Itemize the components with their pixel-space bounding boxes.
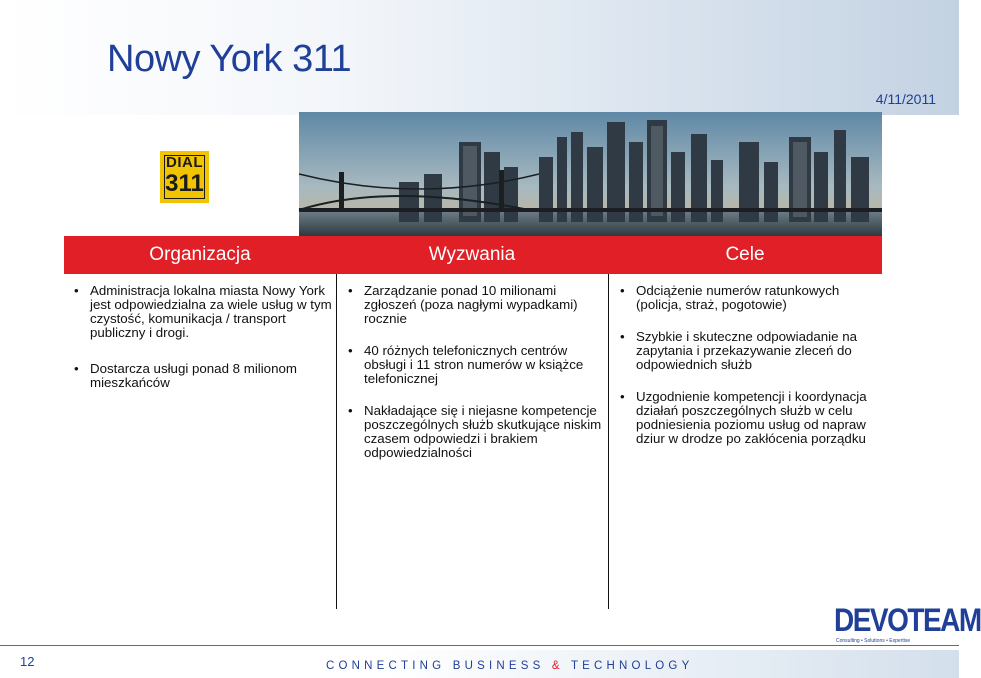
cele-list (612, 284, 880, 464)
header-wyzwania: Wyzwania (428, 244, 516, 265)
list-item: • Odciążenie numerów ratunkowych (policja, straż, pogotowie) (620, 283, 840, 312)
dial-311-logo (160, 151, 209, 203)
column-divider-2 (608, 274, 609, 609)
brand-name: DEVOTEAM (834, 602, 981, 638)
footer-tagline: CONNECTING BUSINESS & TECHNOLOGY (326, 660, 694, 672)
logo-line-2: 311 (165, 170, 204, 197)
list-item: • Szybkie i skuteczne odpowiadanie na zapytania i przekazywanie zleceń do odpowiednich służb (620, 329, 858, 372)
footer-divider (0, 645, 959, 646)
page-number: 12 (20, 654, 35, 669)
list-item: • Administracja lokalna miasta Nowy York jest odpowiedzialna za wiele usług w tym czystość, komunikacja / transport publiczny i drogi. (74, 283, 332, 340)
list-item: • Zarządzanie ponad 10 milionami zgłoszeń (poza nagłymi wypadkami) rocznie (348, 283, 578, 326)
list-item: • Dostarcza usługi ponad 8 milionom mieszkańców (74, 361, 297, 390)
organizacja-list (66, 284, 334, 408)
list-item: • Uzgodnienie kompetencji i koordynacja działań poszczególnych służb w celu podniesienia poziomu usług od napraw dziur w drodze po zakłócenia porządku (620, 389, 867, 446)
table-header (64, 236, 882, 274)
column-divider-1 (336, 274, 337, 609)
brand-subtitle: Consulting • Solutions • Expertise (836, 638, 911, 644)
slide-title: Nowy York 311 (107, 38, 352, 80)
header-cele: Cele (725, 244, 765, 265)
slide-date: 4/11/2011 (875, 91, 936, 107)
list-item: • Nakładające się i niejasne kompetencje poszczególnych służb skutkujące niskim czasem odpowiedzi i brakiem odpowiedzialności (348, 403, 602, 460)
header-organizacja: Organizacja (149, 244, 251, 265)
wyzwania-list (340, 284, 608, 478)
logo-line-1: DIAL (166, 154, 203, 171)
list-item: • 40 różnych telefonicznych centrów obsługi i 11 stron numerów w książce telefonicznej (348, 343, 584, 386)
devoteam-logo (834, 600, 981, 646)
skyline-photo (299, 112, 882, 236)
